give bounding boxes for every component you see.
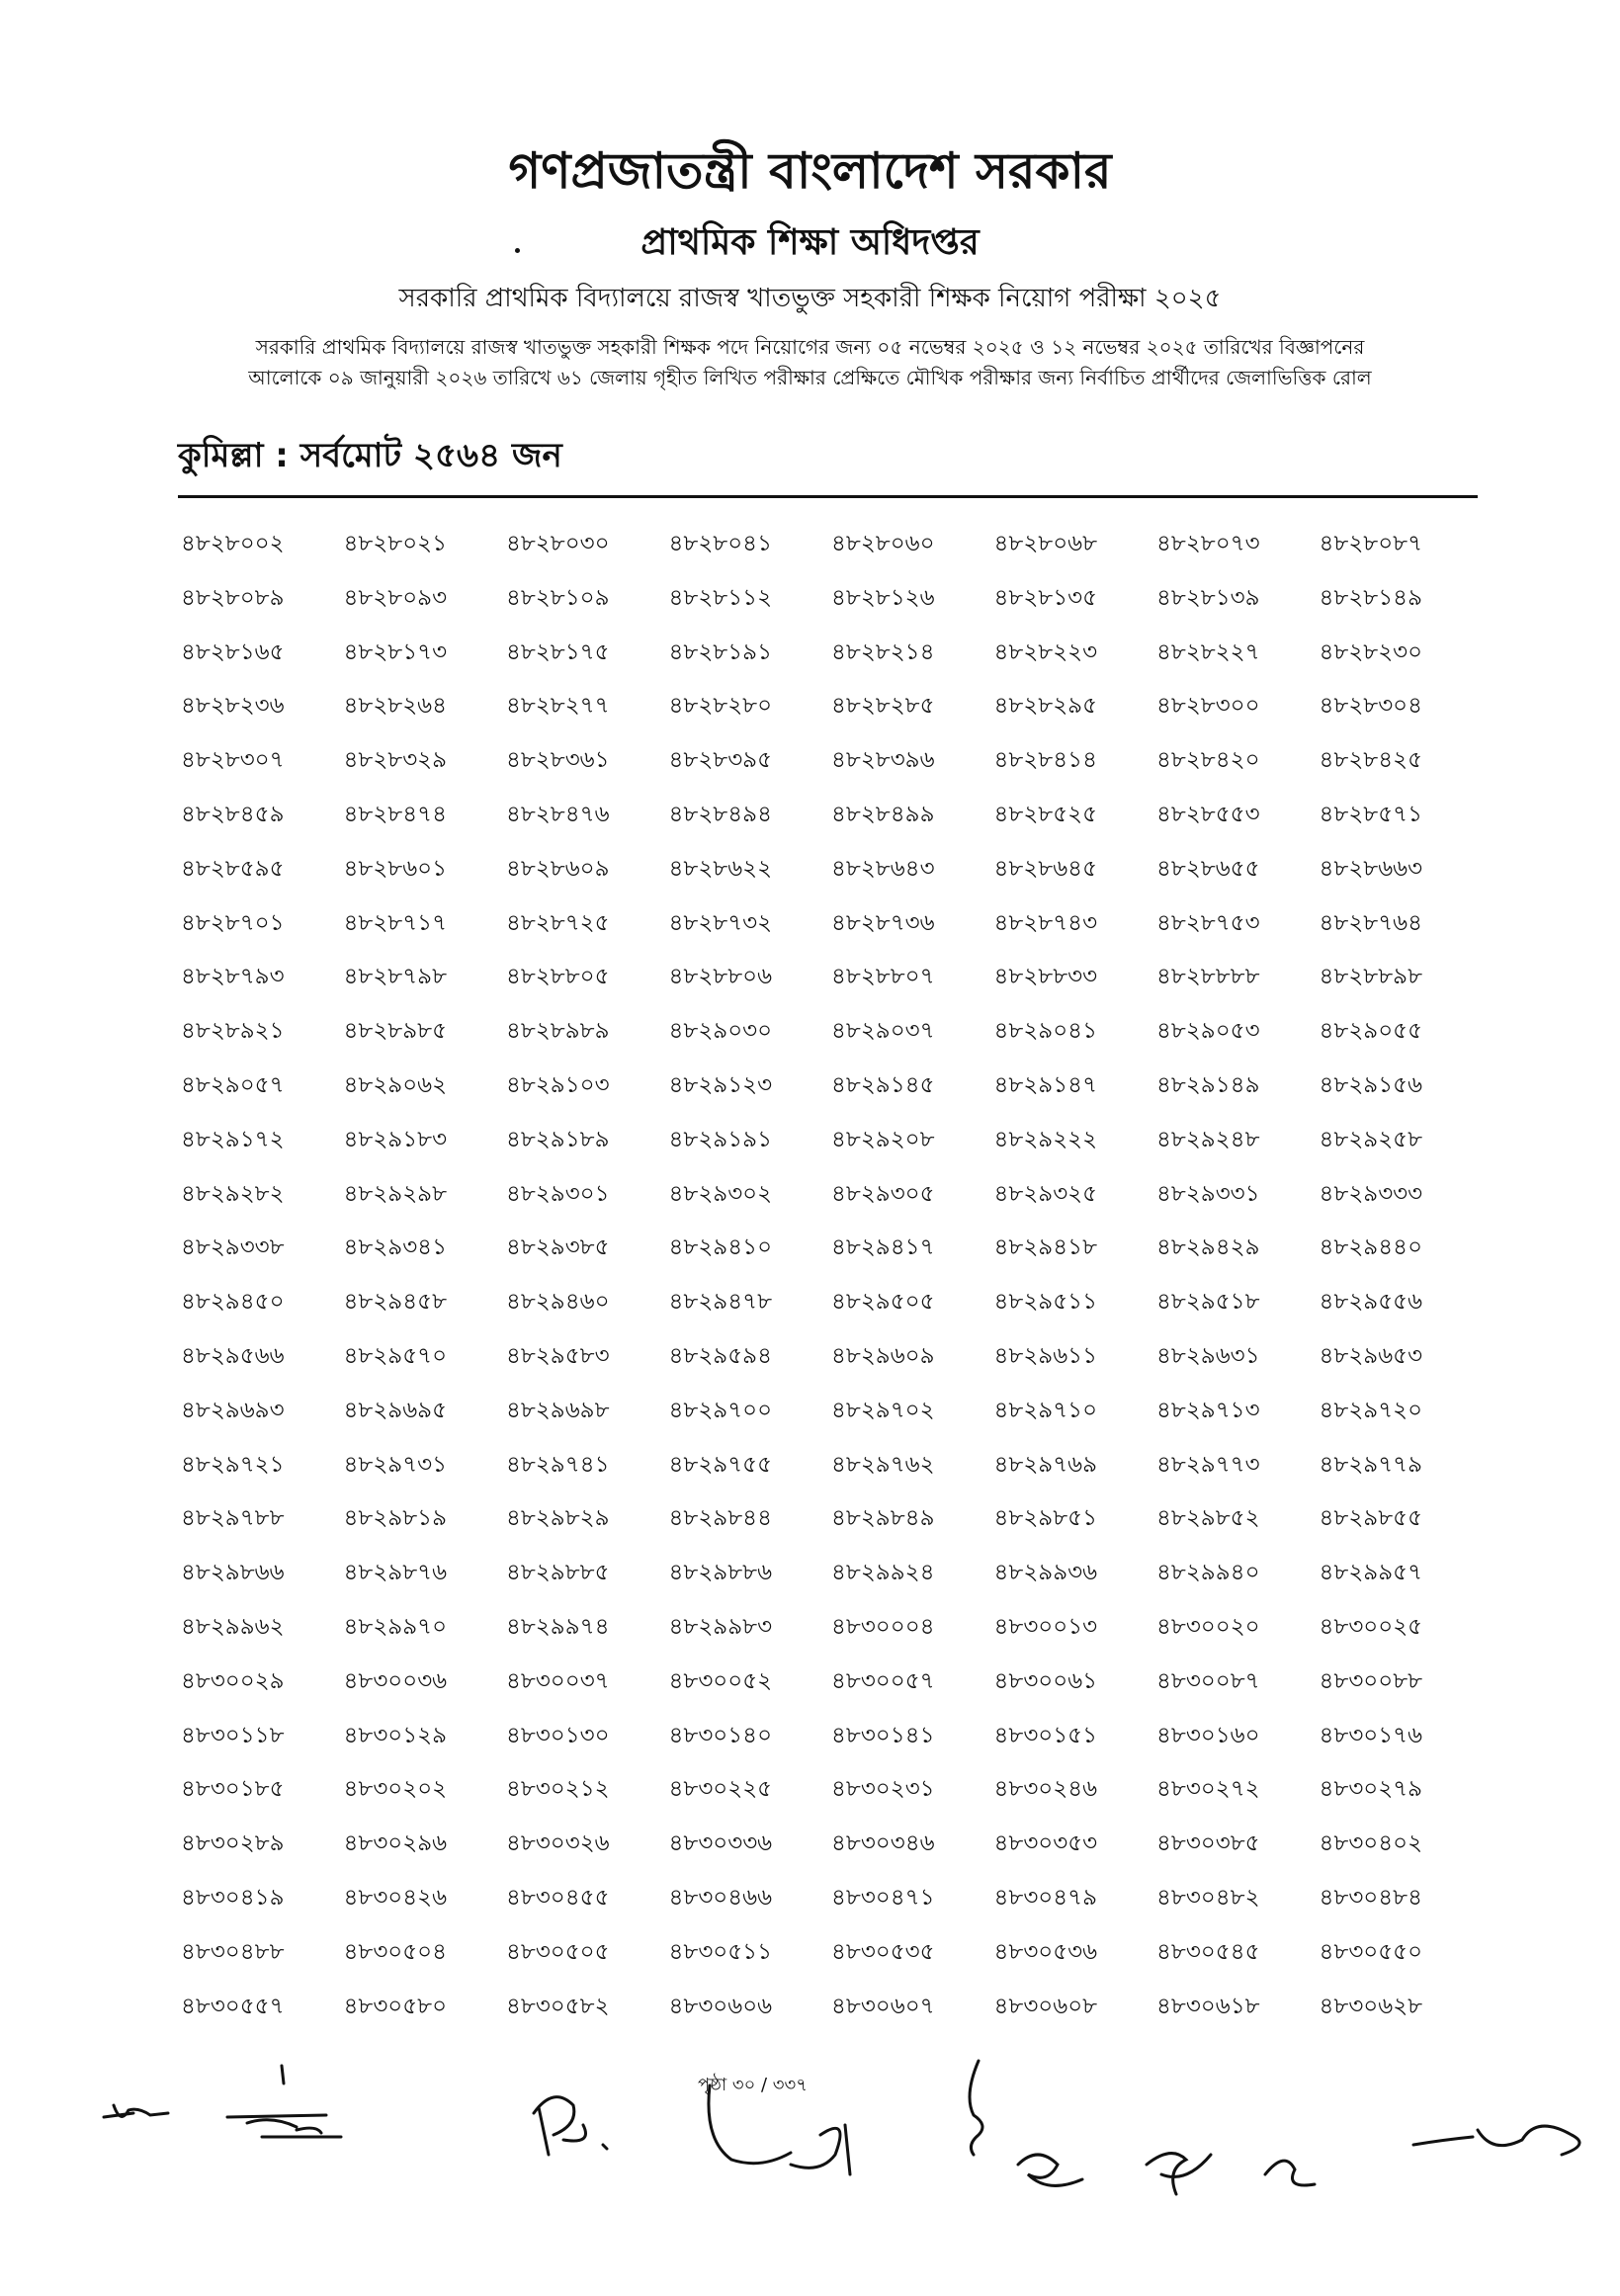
roll-number: ৪৮২৯১২৩ <box>668 1071 773 1098</box>
roll-number: ৪৮৩০৪৫৫ <box>506 1884 610 1911</box>
notice-line-2: আলোকে ০৯ জানুয়ারী ২০২৬ তারিখে ৬১ জেলায় গৃহীত লিখিত পরীক্ষার প্রেক্ষিতে মৌখিক পরীক্ষার জন্য নির্বাচিত প্রার্থীদের জেলাভিত্তিক রোল <box>248 366 1372 389</box>
roll-number: ৪৮২৯৬৫৩ <box>1319 1342 1423 1369</box>
roll-number: ৪৮৩০০২০ <box>1156 1613 1260 1640</box>
roll-number: ৪৮২৮৯২১ <box>181 1018 285 1045</box>
roll-number: ৪৮২৮২৭৭ <box>506 693 610 720</box>
roll-number: ৪৮৩০২৯৬ <box>343 1830 448 1857</box>
roll-number: ৪৮২৮৬৪৩ <box>831 855 935 882</box>
roll-number: ৪৮২৯০৫৭ <box>181 1071 285 1098</box>
roll-number: ৪৮২৯৩৩৮ <box>181 1234 285 1261</box>
roll-number: ৪৮২৯৮২৯ <box>506 1505 610 1532</box>
roll-number: ৪৮২৯৮৮৫ <box>506 1560 610 1586</box>
roll-number: ৪৮২৯৪১০ <box>668 1234 773 1261</box>
roll-number: ৪৮২৮২৩৬ <box>181 693 285 720</box>
roll-number: ৪৮২৯৫০৫ <box>831 1289 935 1316</box>
roll-number: ৪৮৩০২৮৯ <box>181 1830 285 1857</box>
roll-number: ৪৮২৯৮৫৫ <box>1319 1505 1423 1532</box>
roll-number: ৪৮২৯৫১১ <box>993 1289 1098 1316</box>
roll-number: ৪৮২৯৭৮৮ <box>181 1505 285 1532</box>
roll-number: ৪৮২৮১৩৯ <box>1156 584 1260 611</box>
roll-number: ৪৮২৯৩২৫ <box>993 1180 1098 1207</box>
roll-number: ৪৮২৮০৭৩ <box>1156 531 1260 556</box>
roll-number: ৪৮২৮৪২০ <box>1156 747 1260 774</box>
roll-number: ৪৮৩০৬২৮ <box>1319 1993 1423 2019</box>
roll-number: ৪৮৩০৫০৫ <box>506 1938 610 1965</box>
roll-number: ৪৮২৯১৭২ <box>181 1126 285 1152</box>
roll-number: ৪৮৩০৬০৬ <box>668 1993 773 2019</box>
roll-number: ৪৮২৮৭৪৩ <box>993 909 1098 936</box>
roll-number: ৪৮২৮৬৬৩ <box>1319 855 1423 882</box>
signatures <box>0 2046 1620 2273</box>
notice-line-1: সরকারি প্রাথমিক বিদ্যালয়ে রাজস্ব খাতভুক্ত সহকারী শিক্ষক পদে নিয়োগের জন্য ০৫ নভেম্বর ২০২৫ ও ১২ নভেম্বর ২০২৫ তারিখের বিজ্ঞাপনের <box>255 335 1365 359</box>
page-number: পৃষ্ঠা ৩০ / ৩৩৭ <box>698 2075 808 2095</box>
roll-number: ৪৮৩০৬০৭ <box>831 1993 935 2019</box>
roll-number: ৪৮২৯৯৩৬ <box>993 1560 1098 1586</box>
roll-number: ৪৮২৯০৪১ <box>993 1018 1098 1045</box>
roll-number: ৪৮২৯৩৩৩ <box>1319 1180 1423 1207</box>
roll-number: ৪৮২৯৪৬০ <box>506 1289 610 1316</box>
roll-number: ৪৮২৮৬০৯ <box>506 855 610 882</box>
roll-number: ৪৮২৮৬৫৫ <box>1156 855 1260 882</box>
roll-number: ৪৮৩০৪১৯ <box>181 1884 285 1911</box>
roll-number: ৪৮২৯৮৫১ <box>993 1505 1098 1532</box>
roll-number: ৪৮২৮২৮০ <box>668 693 773 720</box>
roll-number: ৪৮২৯১৯১ <box>668 1126 773 1152</box>
roll-number: ৪৮৩০৪৬৬ <box>668 1884 773 1911</box>
roll-number: ৪৮২৯১৪৫ <box>831 1071 935 1098</box>
roll-number: ৪৮২৮২৩০ <box>1319 638 1423 665</box>
roll-number: ৪৮২৮৪২৫ <box>1319 747 1423 774</box>
roll-number: ৪৮৩০০৬১ <box>993 1667 1098 1694</box>
roll-number: ৪৮৩০৫৮২ <box>506 1993 610 2019</box>
roll-number: ৪৮২৯৭০২ <box>831 1397 935 1423</box>
roll-number: ৪৮২৮৮৩৩ <box>993 964 1098 990</box>
roll-number: ৪৮৩০৩৩৬ <box>668 1830 773 1857</box>
roll-number: ৪৮২৯১৮৩ <box>343 1126 448 1152</box>
roll-number: ৪৮৩০৪৮৪ <box>1319 1884 1423 1911</box>
roll-number: ৪৮২৮৫৫৩ <box>1156 801 1260 827</box>
roll-number: ৪৮২৮৫৯৫ <box>181 855 285 882</box>
roll-number: ৪৮৩০৫৩৬ <box>993 1938 1098 1965</box>
signature-5 <box>970 2061 982 2155</box>
roll-number: ৪৮২৮৩০৪ <box>1319 693 1423 720</box>
stray-dot <box>515 248 520 253</box>
roll-number: ৪৮৩০৬১৮ <box>1156 1993 1260 2019</box>
roll-number: ৪৮২৮৭৩২ <box>668 909 773 936</box>
exam-title: সরকারি প্রাথমিক বিদ্যালয়ে রাজস্ব খাতভুক্ত সহকারী শিক্ষক নিয়োগ পরীক্ষা ২০২৫ <box>398 284 1222 313</box>
roll-number: ৪৮৩০৬০৮ <box>993 1993 1098 2019</box>
roll-number: ৪৮২৯৬০৯ <box>831 1342 935 1369</box>
roll-number: ৪৮২৮০২১ <box>343 531 448 556</box>
roll-number: ৪৮২৯৪৫৮ <box>343 1289 448 1316</box>
roll-number: ৪৮২৯৫৮৩ <box>506 1342 610 1369</box>
roll-number: ৪৮২৮৪৫৯ <box>181 801 285 827</box>
roll-number: ৪৮৩০০২৯ <box>181 1667 285 1694</box>
roll-number: ৪৮২৯২৯৮ <box>343 1180 448 1207</box>
roll-number: ৪৮২৯৭৭৯ <box>1319 1451 1423 1478</box>
roll-number: ৪৮২৯৮৪৯ <box>831 1505 935 1532</box>
roll-number: ৪৮২৯৯৫৭ <box>1319 1560 1423 1586</box>
roll-number: ৪৮৩০৫৫০ <box>1319 1938 1423 1965</box>
roll-number: ৪৮২৯৩৮৫ <box>506 1234 610 1261</box>
roll-number: ৪৮৩০৪৮২ <box>1156 1884 1260 1911</box>
roll-number: ৪৮২৮৭১৭ <box>343 909 448 936</box>
roll-number: ৪৮৩০২৩১ <box>831 1776 935 1803</box>
roll-number: ৪৮৩০২৭৯ <box>1319 1776 1423 1803</box>
roll-number: ৪৮৩০০২৫ <box>1319 1613 1423 1640</box>
roll-number: ৪৮২৮৭৯৩ <box>181 964 285 990</box>
roll-number: ৪৮২৯১৪৯ <box>1156 1071 1260 1098</box>
roll-number: ৪৮২৮৪৯৯ <box>831 801 935 827</box>
roll-number: ৪৮৩০১৮৫ <box>181 1776 285 1803</box>
roll-number: ৪৮২৮৩০০ <box>1156 693 1260 720</box>
roll-number: ৪৮২৯৯৪০ <box>1156 1560 1260 1586</box>
roll-number: ৪৮৩০৪০২ <box>1319 1830 1423 1857</box>
roll-number: ৪৮২৯৪১৮ <box>993 1234 1098 1261</box>
roll-number: ৪৮২৯৩০৫ <box>831 1180 935 1207</box>
roll-number: ৪৮২৯৪২৯ <box>1156 1234 1260 1261</box>
roll-number: ৪৮৩০২৪৬ <box>993 1776 1098 1803</box>
roll-number: ৪৮৩০৪৮৮ <box>181 1938 285 1965</box>
signature-3 <box>534 2097 607 2155</box>
roll-number: ৪৮২৮৭০১ <box>181 909 285 936</box>
heading-divider <box>178 495 1478 498</box>
roll-number: ৪৮২৯৩০১ <box>506 1180 610 1207</box>
roll-number: ৪৮২৯০৩০ <box>668 1018 773 1045</box>
signature-8 <box>1265 2161 1315 2185</box>
roll-number: ৪৮৩০৫৪৫ <box>1156 1938 1260 1965</box>
roll-number: ৪৮৩০১৫১ <box>993 1722 1098 1748</box>
roll-number: ৪৮২৯৫৬৬ <box>181 1342 285 1369</box>
roll-number: ৪৮২৮২৬৪ <box>343 693 448 720</box>
roll-number: ৪৮৩০৩৮৫ <box>1156 1830 1260 1857</box>
roll-number: ৪৮২৮০৬৮ <box>993 531 1098 556</box>
signature-1 <box>104 2105 168 2117</box>
roll-number: ৪৮৩০৫০৪ <box>343 1938 448 1965</box>
roll-number: ৪৮৩০৪৭৯ <box>993 1884 1098 1911</box>
roll-number: ৪৮২৮০৯৩ <box>343 584 448 611</box>
signature-4 <box>709 2085 850 2174</box>
roll-number: ৪৮২৮৩৯৫ <box>668 747 773 774</box>
roll-number: ৪৮২৯১৫৬ <box>1319 1071 1423 1098</box>
roll-number: ৪৮২৮৮৮৮ <box>1156 964 1260 990</box>
roll-number: ৪৮৩০০৩৬ <box>343 1667 448 1694</box>
signature-6 <box>1018 2155 1082 2185</box>
roll-number: ৪৮২৮৬৪৫ <box>993 855 1098 882</box>
roll-number: ৪৮৩০০৮৭ <box>1156 1667 1260 1694</box>
roll-number: ৪৮২৯৯৭৪ <box>506 1613 610 1640</box>
roll-number: ৪৮২৯৭৩১ <box>343 1451 448 1478</box>
roll-number: ৪৮২৮২৮৫ <box>831 693 935 720</box>
roll-number: ৪৮২৮১১২ <box>668 584 773 611</box>
district-heading: কুমিল্লা : সর্বমোট ২৫৬৪ জন <box>178 436 562 475</box>
roll-number: ৪৮২৯২২২ <box>993 1126 1098 1152</box>
roll-number: ৪৮২৮০৪১ <box>668 531 773 556</box>
roll-number: ৪৮২৮০৬০ <box>831 531 935 556</box>
roll-number: ৪৮২৮৫৭১ <box>1319 801 1423 827</box>
roll-number: ৪৮২৯৫১৮ <box>1156 1289 1260 1316</box>
roll-number: ৪৮২৯৪৪০ <box>1319 1234 1423 1261</box>
roll-number: ৪৮২৮৭৫৩ <box>1156 909 1260 936</box>
roll-number: ৪৮২৮২২৭ <box>1156 638 1260 665</box>
roll-number: ৪৮২৯৪৫০ <box>181 1289 285 1316</box>
roll-number: ৪৮২৮১৩৫ <box>993 584 1098 611</box>
signature-9 <box>1413 2126 1579 2155</box>
roll-number: ৪৮২৯৭৭৩ <box>1156 1451 1260 1478</box>
roll-number: ৪৮২৯৮৪৪ <box>668 1505 773 1532</box>
roll-number: ৪৮২৯৫৫৬ <box>1319 1289 1423 1316</box>
roll-number: ৪৮২৮৯৮৯ <box>506 1018 610 1045</box>
roll-number: ৪৮২৯২৪৮ <box>1156 1126 1260 1152</box>
roll-number: ৪৮৩০৩৫৩ <box>993 1830 1098 1857</box>
roll-number: ৪৮২৯৬৯৩ <box>181 1397 285 1423</box>
roll-number: ৪৮২৮১৪৯ <box>1319 584 1423 611</box>
roll-number: ৪৮২৯০৫৫ <box>1319 1018 1423 1045</box>
roll-number: ৪৮৩০২৭২ <box>1156 1776 1260 1803</box>
roll-number: ৪৮২৯৩৪১ <box>343 1234 448 1261</box>
roll-number: ৪৮২৮২২৩ <box>993 638 1098 665</box>
roll-number: ৪৮২৮৭৩৬ <box>831 909 935 936</box>
roll-number: ৪৮২৯৭২০ <box>1319 1397 1423 1423</box>
roll-number: ৪৮২৮৪৯৪ <box>668 801 773 827</box>
roll-number: ৪৮২৯৩৩১ <box>1156 1180 1260 1207</box>
roll-number: ৪৮২৯০৩৭ <box>831 1018 935 1045</box>
roll-number: ৪৮২৮৮০৫ <box>506 964 610 990</box>
roll-number: ৪৮৩০২১২ <box>506 1776 610 1803</box>
roll-number: ৪৮৩০৩২৬ <box>506 1830 610 1857</box>
roll-number: ৪৮৩০০৩৭ <box>506 1667 610 1694</box>
roll-number: ৪৮২৯৭৬৯ <box>993 1451 1098 1478</box>
roll-number: ৪৮২৮৪১৪ <box>993 747 1098 774</box>
roll-grid <box>181 524 1482 2040</box>
roll-number: ৪৮২৮১৭৫ <box>506 638 610 665</box>
signature-2 <box>227 2066 341 2137</box>
roll-number: ৪৮৩০২২৫ <box>668 1776 773 1803</box>
roll-number: ৪৮২৯৯৭০ <box>343 1613 448 1640</box>
roll-number: ৪৮৩০০৫২ <box>668 1667 773 1694</box>
roll-number: ৪৮২৯৫৯৪ <box>668 1342 773 1369</box>
roll-number: ৪৮৩০২০২ <box>343 1776 448 1803</box>
roll-number: ৪৮২৯৭৬২ <box>831 1451 935 1478</box>
roll-number: ৪৮৩০৫১১ <box>668 1938 773 1965</box>
roll-number: ৪৮৩০৪৭১ <box>831 1884 935 1911</box>
roll-number: ৪৮২৮০৮৯ <box>181 584 285 611</box>
roll-number: ৪৮৩০১৩০ <box>506 1722 610 1748</box>
government-title: গণপ্রজাতন্ত্রী বাংলাদেশ সরকার <box>508 142 1112 200</box>
roll-number: ৪৮২৮৩২৯ <box>343 747 448 774</box>
roll-number: ৪৮২৯২০৮ <box>831 1126 935 1152</box>
roll-number: ৪৮৩০০৮৮ <box>1319 1667 1423 1694</box>
roll-number: ৪৮২৮১০৯ <box>506 584 610 611</box>
roll-number: ৪৮৩০১৭৬ <box>1319 1722 1423 1748</box>
roll-number: ৪৮২৯৬৩১ <box>1156 1342 1260 1369</box>
roll-number: ৪৮২৮২৯৫ <box>993 693 1098 720</box>
roll-number: ৪৮৩০০১৩ <box>993 1613 1098 1640</box>
roll-number: ৪৮২৯৬৯৫ <box>343 1397 448 1423</box>
roll-number: ৪৮২৯৪৭৮ <box>668 1289 773 1316</box>
roll-number: ৪৮২৮৭২৫ <box>506 909 610 936</box>
roll-number: ৪৮৩০৫৫৭ <box>181 1993 285 2019</box>
roll-number: ৪৮৩০৫৮০ <box>343 1993 448 2019</box>
roll-number: ৪৮২৯৭৪১ <box>506 1451 610 1478</box>
roll-number: ৪৮২৯৮৭৬ <box>343 1560 448 1586</box>
roll-number: ৪৮২৯৮৮৬ <box>668 1560 773 1586</box>
roll-number: ৪৮২৮৩৯৬ <box>831 747 935 774</box>
roll-number: ৪৮২৮০৩০ <box>506 531 610 556</box>
roll-number: ৪৮৩০১১৮ <box>181 1722 285 1748</box>
roll-number: ৪৮২৯৭১৩ <box>1156 1397 1260 1423</box>
roll-number: ৪৮২৯৪১৭ <box>831 1234 935 1261</box>
roll-number: ৪৮৩০৩৪৬ <box>831 1830 935 1857</box>
roll-number: ৪৮২৯১০৩ <box>506 1071 610 1098</box>
roll-number: ৪৮২৮৫২৫ <box>993 801 1098 827</box>
roll-number: ৪৮২৮৭৯৮ <box>343 964 448 990</box>
roll-number: ৪৮৩০১৪০ <box>668 1722 773 1748</box>
roll-number: ৪৮২৮৩০৭ <box>181 747 285 774</box>
roll-number: ৪৮৩০১২৯ <box>343 1722 448 1748</box>
roll-number: ৪৮২৯৭২১ <box>181 1451 285 1478</box>
roll-number: ৪৮৩০০০৪ <box>831 1613 935 1640</box>
roll-number: ৪৮২৮৮৯৮ <box>1319 964 1423 990</box>
roll-number: ৪৮২৯৮৬৬ <box>181 1560 285 1586</box>
roll-number: ৪৮৩০৪২৬ <box>343 1884 448 1911</box>
roll-number: ৪৮৩০১৬০ <box>1156 1722 1260 1748</box>
roll-number: ৪৮২৯০৬২ <box>343 1071 448 1098</box>
roll-number: ৪৮২৯৫৭০ <box>343 1342 448 1369</box>
roll-number: ৪৮২৯১৮৯ <box>506 1126 610 1152</box>
roll-number: ৪৮২৮৪৭৬ <box>506 801 610 827</box>
roll-number: ৪৮২৯৭০০ <box>668 1397 773 1423</box>
roll-number: ৪৮২৮৭৬৪ <box>1319 909 1423 936</box>
roll-number: ৪৮২৮৬০১ <box>343 855 448 882</box>
roll-number: ৪৮২৮০০২ <box>181 531 285 556</box>
roll-number: ৪৮২৮৮০৬ <box>668 964 773 990</box>
roll-number: ৪৮২৯৮১৯ <box>343 1505 448 1532</box>
roll-number: ৪৮২৯৭১০ <box>993 1397 1098 1423</box>
roll-number: ৪৮২৯৭৫৫ <box>668 1451 773 1478</box>
roll-number: ৪৮৩০০৫৭ <box>831 1667 935 1694</box>
roll-number: ৪৮২৯৯৬২ <box>181 1613 285 1640</box>
roll-number: ৪৮২৯৮৫২ <box>1156 1505 1260 1532</box>
roll-number: ৪৮২৮৯৮৫ <box>343 1018 448 1045</box>
roll-number: ৪৮৩০১৪১ <box>831 1722 935 1748</box>
roll-number: ৪৮২৯৬১১ <box>993 1342 1098 1369</box>
roll-number: ৪৮২৮৬২২ <box>668 855 773 882</box>
roll-number: ৪৮২৯২৫৮ <box>1319 1126 1423 1152</box>
roll-number: ৪৮২৯৩০২ <box>668 1180 773 1207</box>
roll-number: ৪৮২৯৯৮৩ <box>668 1613 773 1640</box>
roll-number: ৪৮২৯৬৯৮ <box>506 1397 610 1423</box>
roll-number: ৪৮২৮০৮৭ <box>1319 531 1423 556</box>
roll-number: ৪৮২৯২৮২ <box>181 1180 285 1207</box>
signature-7 <box>1147 2154 1211 2194</box>
roll-number: ৪৮২৯০৫৩ <box>1156 1018 1260 1045</box>
roll-number: ৪৮২৮২১৪ <box>831 638 935 665</box>
roll-number: ৪৮২৮৪৭৪ <box>343 801 448 827</box>
roll-number: ৪৮২৮১৯১ <box>668 638 773 665</box>
roll-number: ৪৮৩০৫৩৫ <box>831 1938 935 1965</box>
department-title: প্রাথমিক শিক্ষা অধিদপ্তর <box>640 222 980 263</box>
roll-number: ৪৮২৮৮০৭ <box>831 964 935 990</box>
roll-number: ৪৮২৯৯২৪ <box>831 1560 935 1586</box>
roll-number: ৪৮২৮৩৬১ <box>506 747 610 774</box>
roll-number: ৪৮২৮১৭৩ <box>343 638 448 665</box>
roll-number: ৪৮২৮১৬৫ <box>181 638 285 665</box>
roll-number: ৪৮২৯১৪৭ <box>993 1071 1098 1098</box>
roll-number: ৪৮২৮১২৬ <box>831 584 935 611</box>
